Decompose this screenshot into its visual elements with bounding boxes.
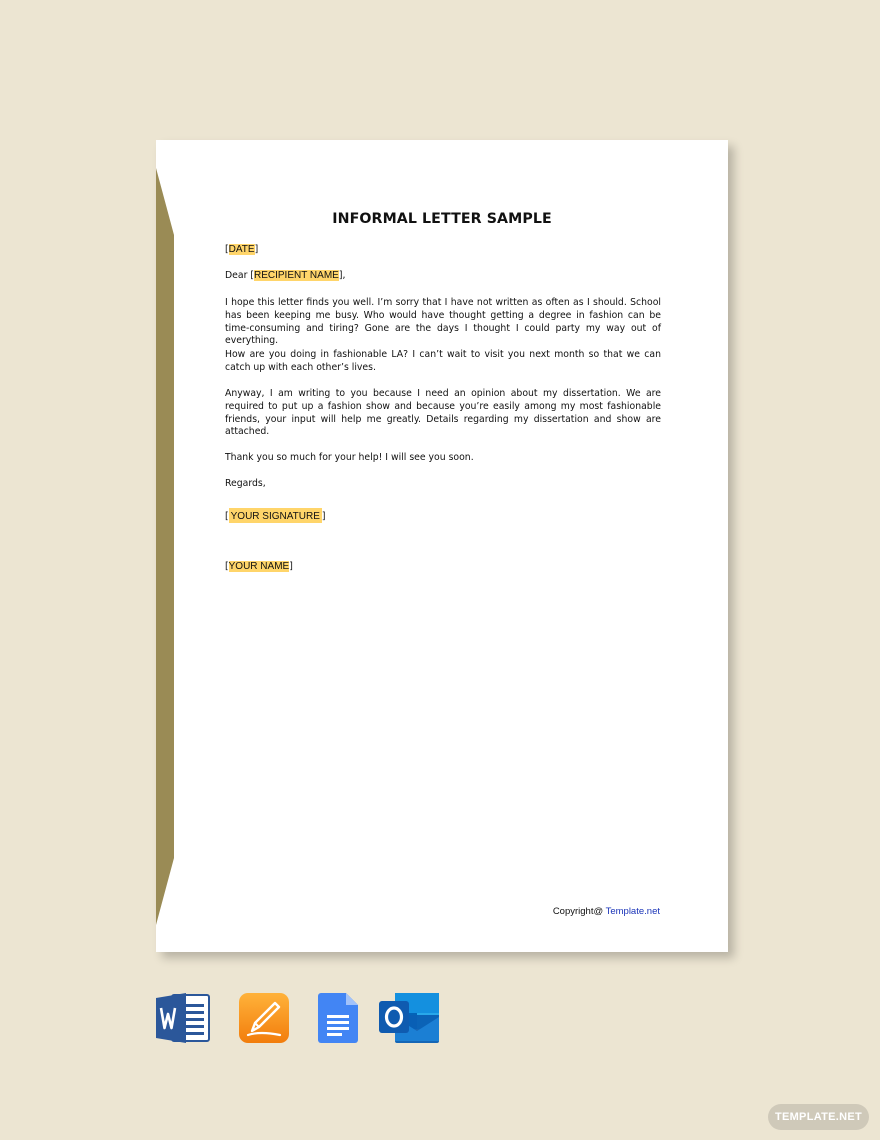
copyright-footer: Copyright@ Template.net bbox=[552, 906, 660, 917]
signature-placeholder: YOUR SIGNATURE bbox=[229, 508, 322, 523]
apple-pages-icon[interactable] bbox=[238, 993, 290, 1043]
name-line: [YOUR NAME] bbox=[225, 561, 293, 572]
google-docs-icon[interactable] bbox=[318, 993, 358, 1043]
microsoft-outlook-icon[interactable] bbox=[379, 993, 439, 1043]
template-net-watermark: TEMPLATE.NET bbox=[768, 1104, 869, 1130]
regards-line: Regards, bbox=[225, 478, 266, 489]
date-placeholder: DATE bbox=[228, 244, 255, 255]
letter-title: INFORMAL LETTER SAMPLE bbox=[332, 211, 552, 227]
body-paragraph-3: Anyway, I am writing to you because I need an opinion about my dissertation. We are required to put up a fashion show and because you’re easily among my most fashionable friends, your input will help me greatly. Details regarding my dissertation and show are attached. bbox=[225, 388, 661, 438]
body-paragraph-1: I hope this letter finds you well. I’m sorry that I have not written as often as I should. School has been keeping me busy. Who would have thought getting a degree in fashion can be time-consuming and tiring? Gone are the days I thought I could party my way out of everything. bbox=[225, 297, 661, 347]
template-net-link[interactable]: Template.net bbox=[605, 906, 660, 917]
recipient-name-placeholder: RECIPIENT NAME bbox=[253, 270, 339, 281]
signature-line: [ YOUR SIGNATURE ] bbox=[225, 511, 661, 524]
body-paragraph-2: How are you doing in fashionable LA? I can’t wait to visit you next month so that we can catch up with each other’s lives. bbox=[225, 349, 661, 373]
salutation: Dear [RECIPIENT NAME], bbox=[225, 270, 346, 281]
date-line: [DATE] bbox=[225, 244, 259, 255]
name-placeholder: YOUR NAME bbox=[228, 561, 290, 572]
closing-line: Thank you so much for your help! I will see you soon. bbox=[225, 452, 474, 463]
decorative-side-stripe bbox=[156, 140, 176, 952]
letter-page bbox=[156, 140, 728, 952]
microsoft-word-icon[interactable] bbox=[156, 993, 210, 1043]
